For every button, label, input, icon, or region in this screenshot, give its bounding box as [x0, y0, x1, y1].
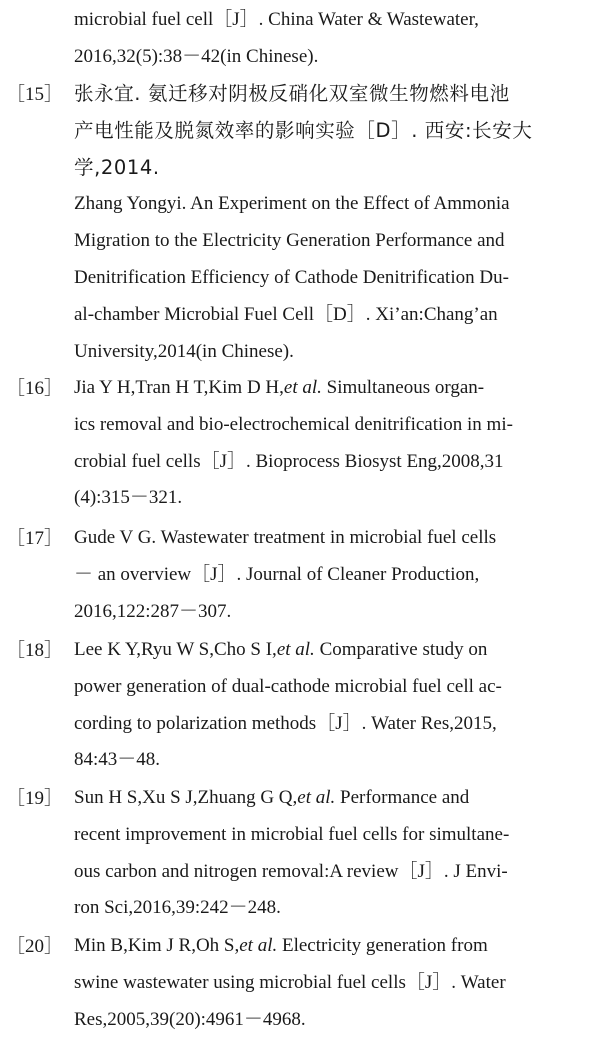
et-al: et al. — [283, 377, 322, 398]
reference-number: ［19］ — [6, 788, 64, 809]
reference-line: 张永宜. 氨迁移对阴极反硝化双室微生物燃料电池 — [74, 82, 510, 105]
reference-line: University,2014(in Chinese). — [74, 340, 294, 362]
et-al: et al. — [276, 639, 315, 660]
reference-line: crobial fuel cells［J］. Bioprocess Biosyst Eng,2008,31 — [74, 450, 504, 472]
reference-line: 产电性能及脱氮效率的影响实验［D］. 西安:长安大 — [74, 118, 533, 142]
reference-title: Comparative study on — [314, 639, 488, 660]
reference-line: al-chamber Microbial Fuel Cell［D］. Xi’an:Chang’an — [74, 303, 498, 325]
reference-line: ics removal and bio-electrochemical denitrification in mi- — [74, 413, 513, 435]
reference-number: ［16］ — [6, 378, 64, 399]
reference-authors: Lee K Y,Ryu W S,Cho S I, — [74, 639, 277, 660]
reference-line: Denitrification Efficiency of Cathode Denitrification Du- — [74, 266, 509, 288]
reference-number: ［17］ — [6, 528, 64, 549]
reference-number: ［20］ — [6, 936, 64, 957]
reference-line: microbial fuel cell［J］. China Water & Wastewater, — [74, 9, 479, 30]
et-al: et al. — [297, 787, 336, 808]
reference-number: ［15］ — [6, 84, 64, 105]
reference-line: ous carbon and nitrogen removal:A review［J］. J Envi- — [74, 860, 508, 882]
reference-line: Zhang Yongyi. An Experiment on the Effect of Ammonia — [74, 193, 510, 215]
reference-line: Gude V G. Wastewater treatment in microbial fuel cells — [74, 527, 497, 548]
reference-line: recent improvement in microbial fuel cells for simultane- — [74, 823, 510, 845]
reference-title: Simultaneous organ- — [321, 377, 485, 398]
reference-line: 2016,32(5):38－42(in Chinese). — [74, 45, 319, 67]
reference-line: ron Sci,2016,39:242－248. — [74, 897, 281, 919]
reference-line: 学,2014. — [74, 155, 160, 179]
reference-line: Migration to the Electricity Generation Performance and — [74, 230, 505, 252]
reference-line: cording to polarization methods［J］. Water Res,2015, — [74, 712, 497, 734]
reference-authors: Min B,Kim J R,Oh S, — [74, 935, 240, 956]
reference-line: － an overview［J］. Journal of Cleaner Production, — [74, 563, 480, 585]
reference-line: power generation of dual-cathode microbial fuel cell ac- — [74, 675, 502, 697]
reference-number: ［18］ — [6, 640, 64, 661]
reference-authors: Jia Y H,Tran H T,Kim D H, — [74, 377, 284, 398]
et-al: et al. — [239, 935, 278, 956]
reference-line: 2016,122:287－307. — [74, 600, 232, 622]
reference-authors: Sun H S,Xu S J,Zhuang G Q, — [74, 787, 298, 808]
reference-line: 84:43－48. — [74, 749, 161, 771]
reference-line: Res,2005,39(20):4961－4968. — [74, 1008, 306, 1030]
reference-title: Performance and — [335, 787, 470, 808]
reference-title: Electricity generation from — [277, 935, 488, 956]
reference-line: (4):315－321. — [74, 487, 183, 509]
reference-line: swine wastewater using microbial fuel cells［J］. Water — [74, 971, 506, 993]
